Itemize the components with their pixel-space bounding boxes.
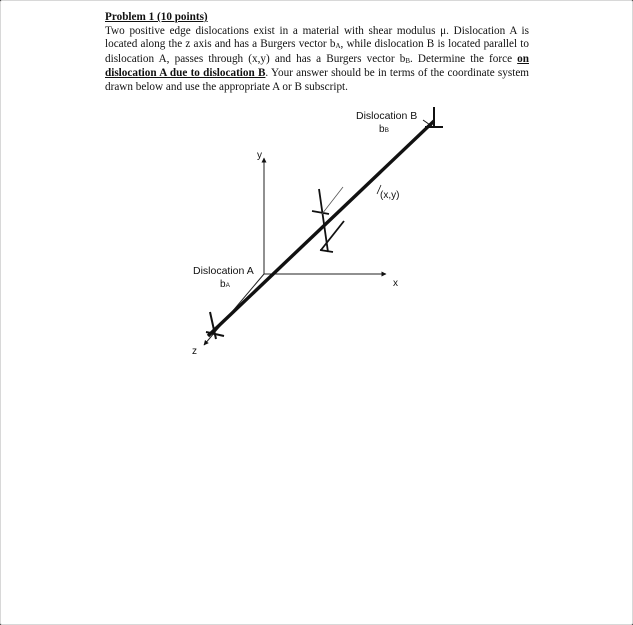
dislocation-a-burgers: bA (220, 279, 230, 290)
emphasis-on: on (517, 52, 529, 65)
point-label: (x,y) (380, 190, 400, 201)
z-axis-label: z (192, 346, 197, 357)
burgers-vector-arrow-head (320, 250, 333, 252)
problem-sentence-3: . Determine the force (409, 52, 518, 65)
burgers-subscript-b: B (405, 56, 410, 65)
dislocation-a-label: Dislocation A (193, 265, 254, 277)
burgers-symbol-bar (312, 211, 329, 214)
dislocation-line (208, 121, 434, 336)
problem-sentence-4: . Your answer should be in terms of the coordinate system drawn below and use the appropriate A or B subscript. (105, 67, 529, 93)
problem-title: Problem 1 (10 points) (105, 11, 208, 23)
emphasis-dislocation: dislocation A due to dislocation B (105, 67, 266, 79)
problem-sentence-1: Two positive edge dislocations exist in a material with shear modulus μ. Dislocation A is located along the z axis and has a Burgers vector b (105, 24, 529, 50)
problem-sentence-2: , while dislocation B is located parallel to dislocation A, passes through (x,y) and has a Burgers vector b (105, 38, 529, 65)
dislocation-b-burgers: bB (379, 124, 389, 135)
y-axis-label: y (257, 150, 262, 161)
burgers-subscript-a: A (335, 42, 341, 50)
dislocation-b-label: Dislocation B (356, 110, 418, 122)
x-axis-label: x (393, 278, 398, 289)
